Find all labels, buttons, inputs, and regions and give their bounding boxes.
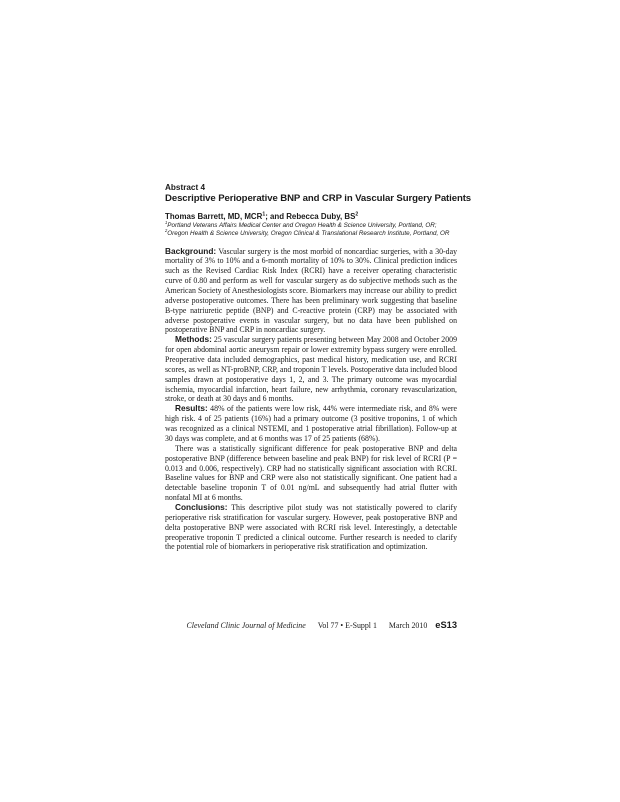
methods-paragraph [165,335,457,404]
affiliation-1 [165,219,457,230]
results-heading: Results: [175,403,208,414]
conclusions-heading: Conclusions: [175,501,228,512]
author-affiliation-mark: 2 [355,211,359,218]
affiliation-mark: 2 [165,227,168,233]
abstract-article [165,183,472,552]
affiliation-text: Portland Veterans Affairs Medical Center and Oregon Health & Science University, Portland, OR; [167,222,437,229]
affiliation-mark: 1 [165,219,168,225]
page-number: eS13 [435,620,457,630]
author-name: Rebecca Duby, BS [286,212,356,221]
methods-text: 25 vascular surgery patients presenting between May 2008 and October 2009 for open abdominal aortic aneurysm repair or lower extremity bypass surgery were enrolled. Preoperative data included demographics, past medical history, medication use, and RCRI scores, as well as NT-proBNP, CRP, and troponin T levels. Postoperative data included blood samples drawn at postoperative days 1, 2, and 3. The primary outcome was myocardial ischemia, myocardial infarction, heart failure, new arrhythmia, coronary revascularization, stroke, or death at 30 days and 6 months. [165,335,458,404]
results-paragraph-2: There was a statistically significant difference for peak postoperative BNP and delta postoperative BNP (difference between baseline and peak BNP) for risk level of RCRI (P = 0.013 and 0.006, respectively). CRP had no statistically significant association with RCRI. Baseline values for BNP and CRP were also not statistically significant. One patient had a detectable baseline troponin T of 0.01 ng/mL and subsequently had atrial flutter with nonfatal MI at 6 months. [165,443,457,503]
results-paragraph [165,404,457,443]
article-title: Descriptive Perioperative BNP and CRP in Vascular Surgery Patients [165,193,472,204]
issue-date: March 2010 [388,621,428,630]
abstract-label: Abstract 4 [165,183,206,192]
author-line [165,212,457,222]
background-text: Vascular surgery is the most morbid of noncardiac surgeries, with a 30-day mortality of 3% to 10% and a 6-month mortality of 10% to 30%. Clinical prediction indices such as the Revised Cardiac Risk Index (RCRI) have a receiver operating characteristic curve of 0.80 and perform as well for vascular surgery as do subjective methods such as the American Society of Anesthesiologists score. Biomarkers may increase our ability to predict adverse postoperative outcomes. There has been preliminary work suggesting that baseline B-type natriuretic peptide (BNP) and C-reactive protein (CRP) may be associated with adverse postoperative events in vascular surgery, but no data have been published on postoperative BNP and CRP in noncardiac surgery. [165,246,457,335]
results-text: 48% of the patients were low risk, 44% were intermediate risk, and 8% were high risk. 4 of 25 patients (16%) had a primary outcome (3 positive troponins, 1 of which was recognized as a clinical NSTEMI, and 1 postoperative atrial fibrillation). Follow-up at 30 days was complete, and at 6 months was 17 of 25 patients (68%). [165,404,457,443]
conclusions-paragraph [165,503,457,552]
journal-volume: Vol 77 • E-Suppl 1 [317,621,377,630]
background-heading: Background: [165,245,217,256]
journal-name: Cleveland Clinic Journal of Medicine [186,621,306,630]
abstract-body [165,247,457,553]
page-footer [165,620,457,631]
author-separator: ; and [265,212,287,221]
background-paragraph [165,247,457,336]
conclusions-text: This descriptive pilot study was not statistically powered to clarify perioperative risk stratification for vascular surgery. However, peak postoperative BNP and delta postoperative BNP were associated with RCRI risk level. Interestingly, a detectable preoperative troponin T predicted a clinical outcome. Further research is needed to clarify the potential role of biomarkers in perioperative risk stratification and optimization. [165,502,457,552]
author-name: Thomas Barrett, MD, MCR [165,212,263,221]
methods-heading: Methods: [175,334,212,345]
affiliation-2 [165,227,457,238]
author-affiliation-mark: 1 [262,211,266,218]
affiliation-text: Oregon Health & Science University, Oregon Clinical & Translational Research Institute, Portland, OR [167,229,450,237]
